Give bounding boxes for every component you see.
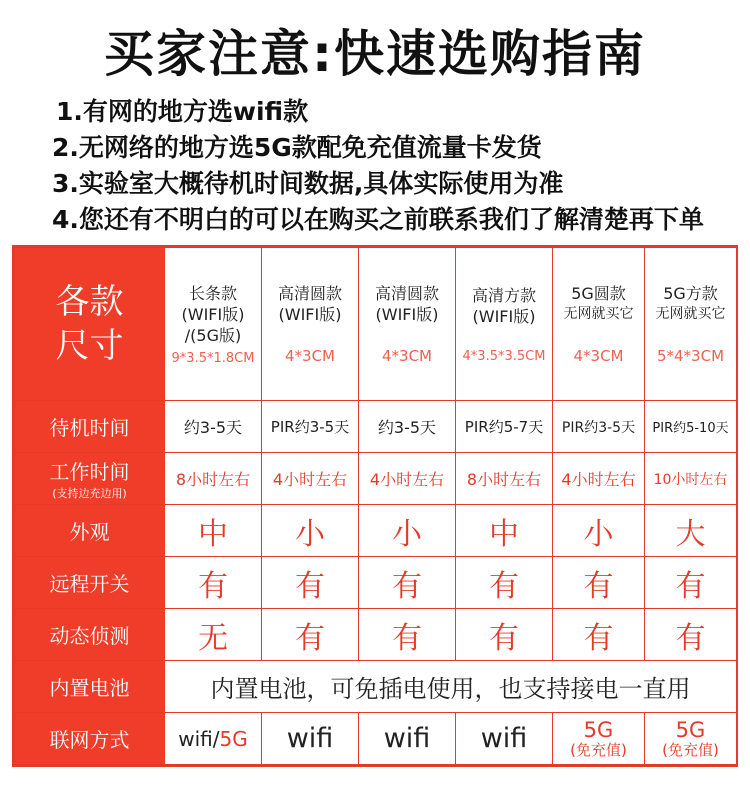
table-cell: 4小时左右: [262, 453, 359, 505]
table-cell: 中: [456, 505, 553, 557]
table-cell: 4小时左右: [553, 453, 645, 505]
model-cell: 长条款 (WIFI版) /(5G版) 9*3.5*1.8CM: [165, 248, 262, 401]
table-cell: 有: [359, 557, 456, 609]
table-cell: PIR约3-5天: [553, 401, 645, 453]
table-cell: PIR约3-5天: [262, 401, 359, 453]
table-row: [15, 609, 737, 661]
battery-cell: 内置电池，可免插电使用，也支持接电一直用: [165, 661, 737, 713]
table-row: [15, 661, 737, 713]
model-cell: 5G圆款 无网就买它 4*3CM: [553, 248, 645, 401]
row-label: 动态侦测: [15, 609, 165, 661]
table-row: [15, 713, 737, 765]
table-row: [15, 505, 737, 557]
table-cell: 有: [553, 557, 645, 609]
note-item: 3.实验室大概待机时间数据,具体实际使用为准: [52, 169, 564, 198]
table-cell: PIR约5-10天: [645, 401, 737, 453]
table-cell: 有: [645, 609, 737, 661]
table-cell: 大: [645, 505, 737, 557]
row-label: 远程开关: [15, 557, 165, 609]
table-cell: 有: [553, 609, 645, 661]
model-cell: 高清圆款 (WIFI版) 4*3CM: [359, 248, 456, 401]
table-cell: 无: [165, 609, 262, 661]
note-item: 1.有网的地方选wifi款: [56, 97, 309, 126]
row-label: 内置电池: [15, 661, 165, 713]
row-label: 待机时间: [15, 401, 165, 453]
row-label: 外观: [15, 505, 165, 557]
table-cell: wifi: [262, 713, 359, 765]
table-row: [15, 557, 737, 609]
corner-label: 各款 尺寸: [15, 248, 165, 401]
table-cell: 5G (免充值): [553, 713, 645, 765]
table-cell: 有: [262, 609, 359, 661]
page-title: 买家注意:快速选购指南: [104, 25, 646, 83]
note-item: 4.您还有不明白的可以在购买之前联系我们了解清楚再下单: [52, 205, 704, 234]
model-cell: 高清圆款 (WIFI版) 4*3CM: [262, 248, 359, 401]
table-row: [15, 248, 737, 401]
table-cell: 10小时左右: [645, 453, 737, 505]
comparison-table: [12, 245, 738, 767]
notes-list: [52, 94, 746, 238]
table-row: [15, 453, 737, 505]
table-cell: 有: [645, 557, 737, 609]
table-cell: 有: [456, 609, 553, 661]
table-cell: wifi: [359, 713, 456, 765]
model-cell: 高清方款 (WIFI版) 4*3.5*3.5CM: [456, 248, 553, 401]
table-cell: wifi: [456, 713, 553, 765]
model-cell: 5G方款 无网就买它 5*4*3CM: [645, 248, 737, 401]
note-item: 2.无网络的地方选5G款配免充值流量卡发货: [52, 133, 542, 162]
table-cell: 中: [165, 505, 262, 557]
table-cell: 约3-5天: [165, 401, 262, 453]
table-cell: 8小时左右: [165, 453, 262, 505]
table-cell: 有: [456, 557, 553, 609]
table-cell: 4小时左右: [359, 453, 456, 505]
table-cell: 约3-5天: [359, 401, 456, 453]
table-cell: 小: [262, 505, 359, 557]
row-label: 工作时间 (支持边充边用): [15, 453, 165, 505]
table-cell: 有: [359, 609, 456, 661]
table-cell: wifi/5G: [165, 713, 262, 765]
table-cell: 有: [165, 557, 262, 609]
table-cell: PIR约5-7天: [456, 401, 553, 453]
row-label: 联网方式: [15, 713, 165, 765]
table-row: [15, 401, 737, 453]
table-cell: 小: [553, 505, 645, 557]
table-cell: 5G (免充值): [645, 713, 737, 765]
table-cell: 有: [262, 557, 359, 609]
table-cell: 小: [359, 505, 456, 557]
table-cell: 8小时左右: [456, 453, 553, 505]
